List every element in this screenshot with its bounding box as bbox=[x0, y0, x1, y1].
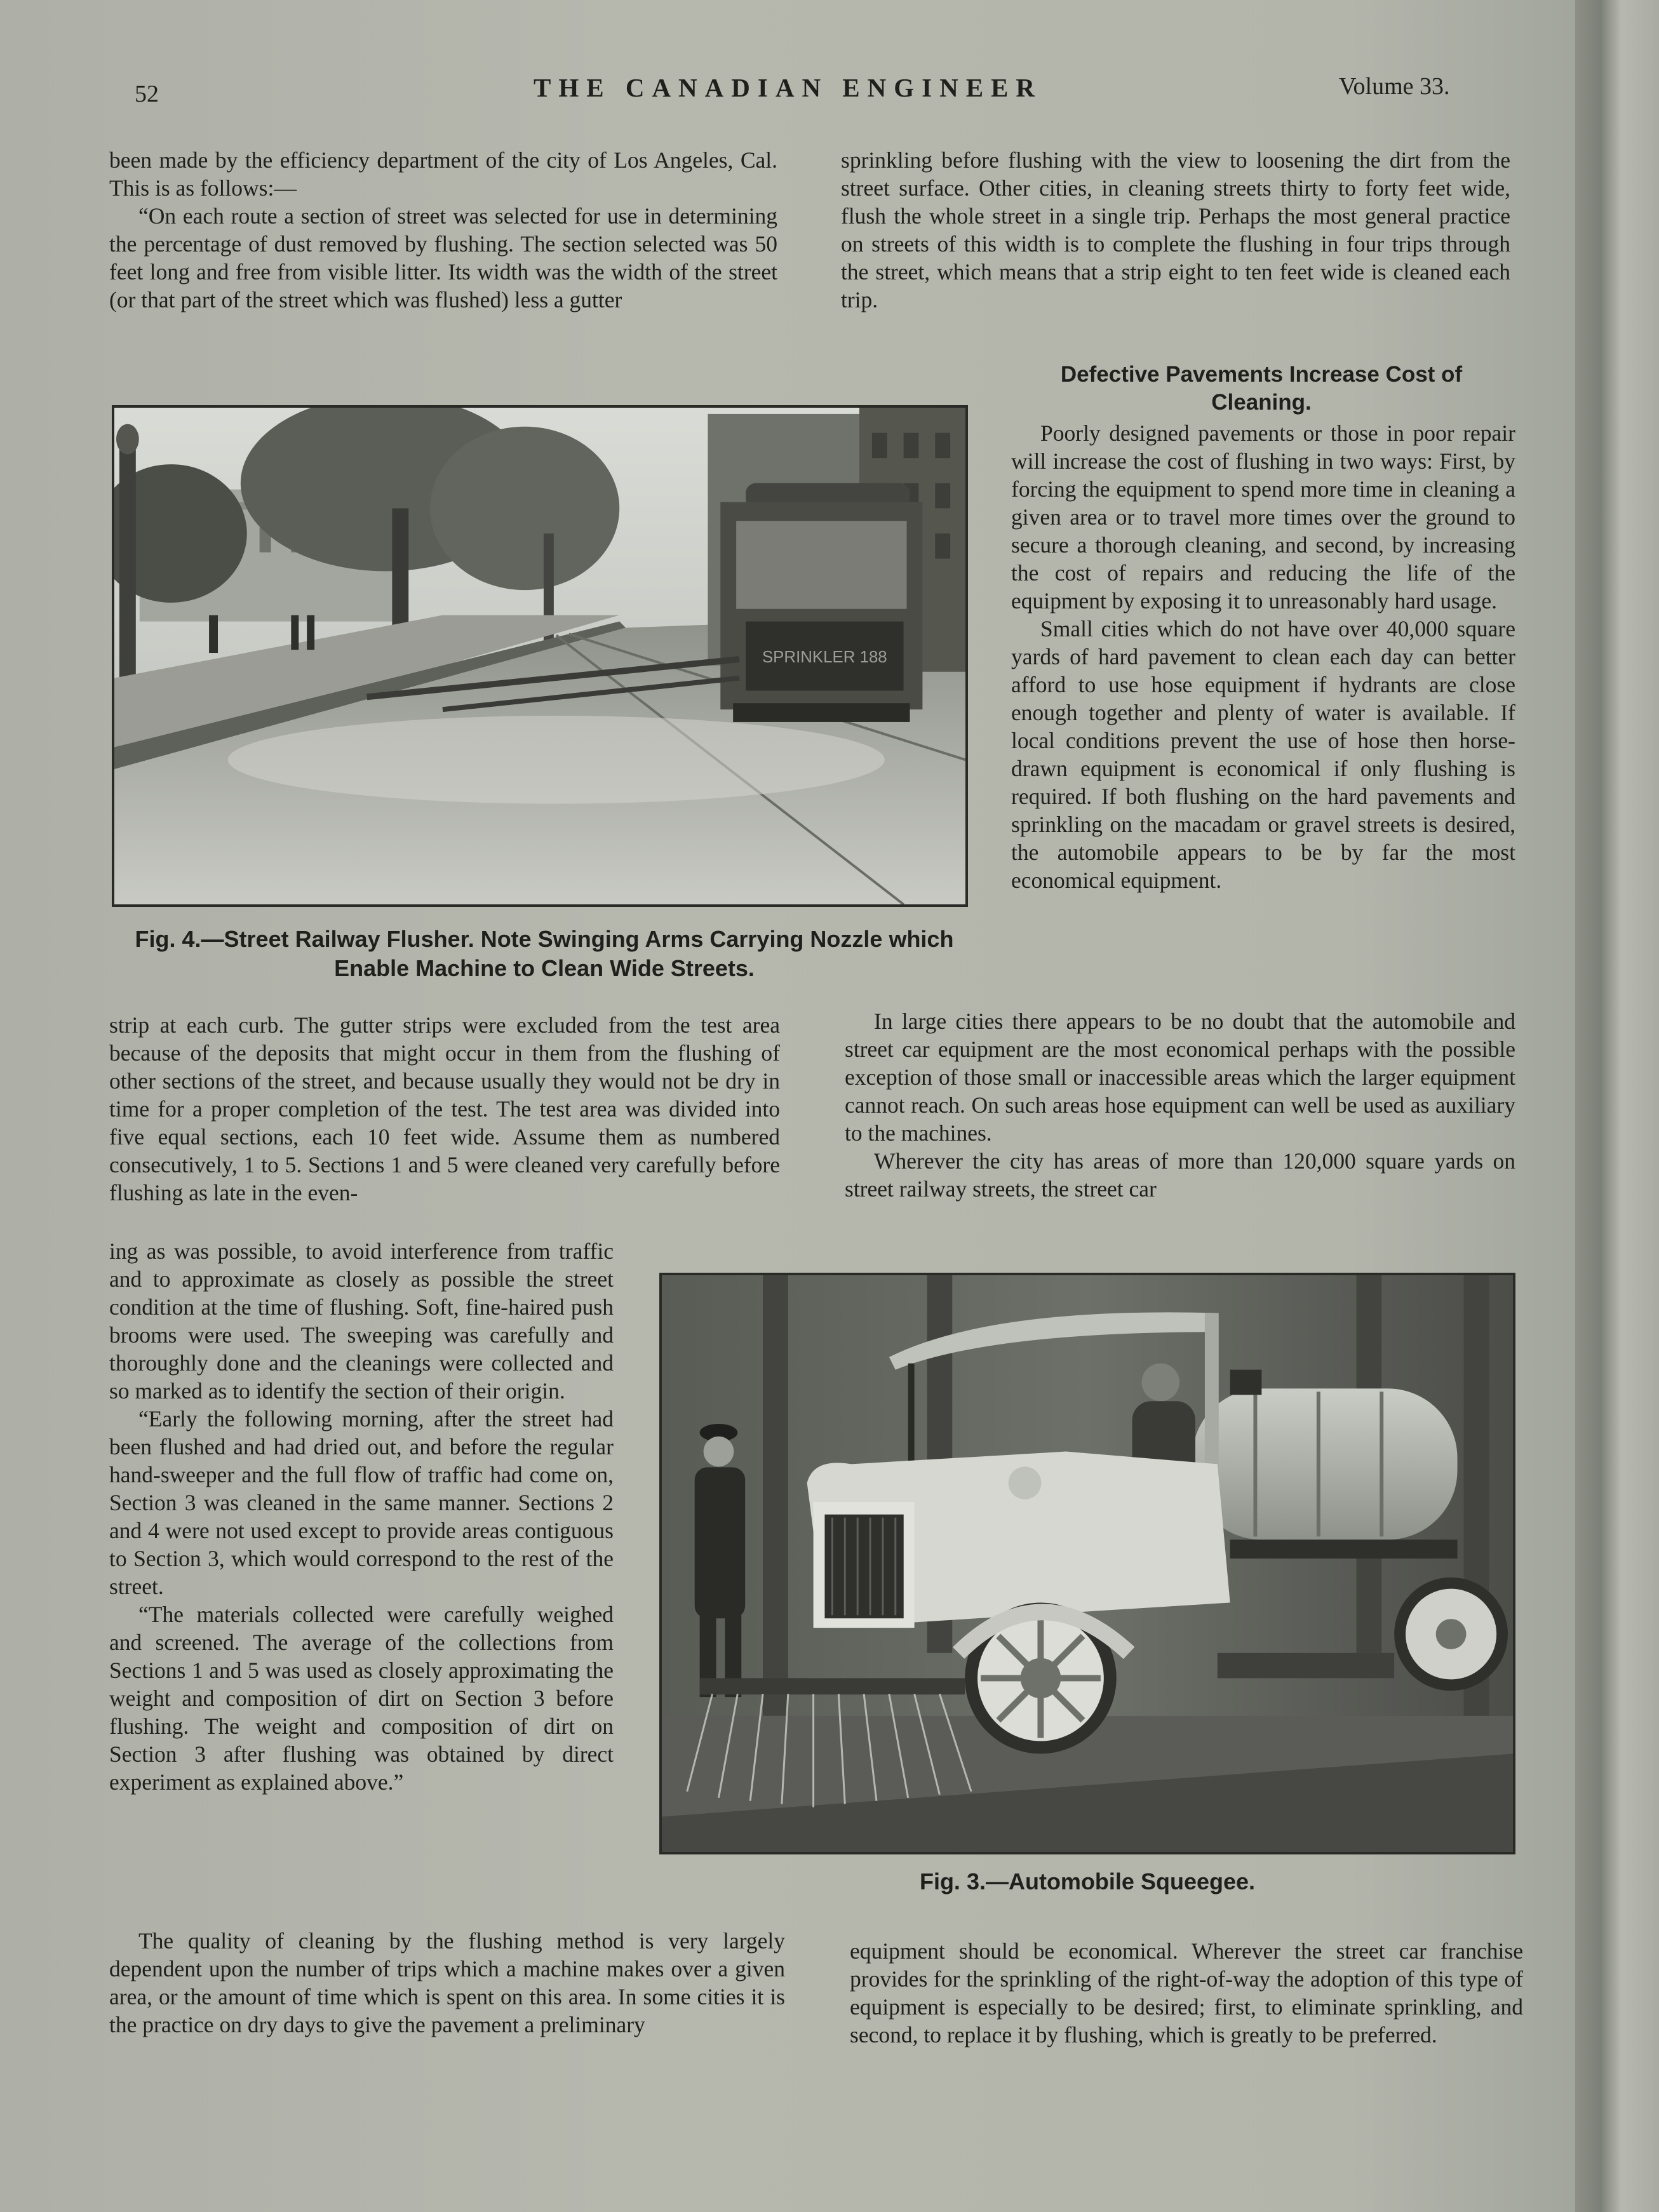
paragraph: Poorly designed pavements or those in poor repair will increase the cost of flushing in two ways: First, by forcing the equipment to spend more time in cleaning a given area or to travel more times over the ground to secure a thorough cleaning, and second, by increasing the cost of repairs and reducing the life of the equipment by exposing it to unreasonably hard usage. bbox=[1011, 420, 1515, 613]
paragraph: Wherever the city has areas of more than 120,000 square yards on street railway streets, the street car bbox=[845, 1148, 1515, 1202]
paragraph: ing as was possible, to avoid interference from traffic and to approximate as closely as possible the street condition at the time of flushing. Soft, fine-haired push brooms were used. The sweeping was carefully and thoroughly done and the cleanings were collected and so marked as to identify the section of their origin. bbox=[109, 1238, 614, 1404]
page-edge bbox=[1575, 0, 1659, 2212]
left-column-top bbox=[109, 146, 777, 314]
left-column-lower bbox=[109, 1237, 614, 1796]
paragraph: Small cities which do not have over 40,000 square yards of hard pavement to clean each day can better afford to use hose equipment if hydrants are close enough together and plenty of water is available. If local conditions prevent the use of hose then horse-drawn equipment is economical if only flushing is required. If both flushing on the hard pavements and sprinkling on the macadam or gravel streets is desired, the automobile appears to be by far the most economical equipment. bbox=[1011, 616, 1515, 893]
right-column-bottom bbox=[850, 1937, 1523, 2049]
paragraph: The quality of cleaning by the flushing method is very largely dependent upon the number of trips which a machine makes over a given area, or the amount of time which is spent on this area. In some cities it is the practice on dry days to give the pavement a preliminary bbox=[109, 1928, 785, 2037]
right-column-top bbox=[841, 146, 1510, 314]
fig4-photo bbox=[112, 405, 968, 907]
paragraph: equipment should be economical. Wherever the street car franchise provides for the sprinkling of the right-of-way the adoption of this type of equipment is especially to be desired; first, to eliminate sprinkling, and second, to replace it by flushing, which is greatly to be preferred. bbox=[850, 1938, 1523, 2048]
page-number: 52 bbox=[135, 81, 159, 107]
paragraph: sprinkling before flushing with the view to loosening the dirt from the street surface. Other cities, in cleaning streets thirty to forty feet wide, flush the whole street in a single trip. Perhaps the most general practice on streets of this width is to complete the flushing in four trips through the street, which means that a strip eight to ten feet wide is cleaned each trip. bbox=[841, 147, 1510, 312]
journal-title: THE CANADIAN ENGINEER bbox=[534, 73, 1043, 102]
right-column-middle bbox=[1011, 419, 1515, 894]
street-railway-flusher-illustration bbox=[114, 408, 965, 904]
automobile-squeegee-illustration bbox=[662, 1275, 1513, 1852]
paragraph: strip at each curb. The gutter strips were excluded from the test area because of the deposits that might occur in them from the flushing of other sections of the street, and because usually they would not be dry in time for a proper completion of the test. The test area was divided into five equal sections, each 10 feet wide. Assume them as numbered consecutively, 1 to 5. Sections 1 and 5 were cleaned very carefully before flushing as late in the even- bbox=[109, 1012, 780, 1205]
paragraph: “On each route a section of street was selected for use in determining the percentage of dust removed by flushing. The section selected was 50 feet long and free from visible litter. Its width was the width of the street (or that part of the street which was flushed) less a gutter bbox=[109, 203, 777, 312]
paragraph: “The materials collected were carefully weighed and screened. The average of the collections from Sections 1 and 5 was used as closely approximating the weight and composition of dirt on Section 3 before flushing. The weight and composition of dirt on Section 3 after flushing was obtained by direct experiment as explained above.” bbox=[109, 1602, 614, 1795]
page-header bbox=[0, 71, 1575, 109]
right-column-lower bbox=[845, 1007, 1515, 1203]
tram-sign: SPRINKLER 188 bbox=[762, 648, 887, 666]
left-column-bottom bbox=[109, 1927, 785, 2039]
left-column-middle bbox=[109, 1011, 780, 1207]
paragraph: In large cities there appears to be no doubt that the automobile and street car equipment are the most economical perhaps with the possible exception of those small or inaccessible areas which the larger equipment cannot reach. On such areas hose equipment can well be used as auxiliary to the machines. bbox=[845, 1009, 1515, 1146]
volume-label: Volume 33. bbox=[1339, 73, 1450, 100]
paragraph: “Early the following morning, after the street had been flushed and had dried out, and before the regular hand-sweeper and the full flow of traffic had come on, Section 3 was cleaned in the same manner. Sections 2 and 4 were not used except to provide areas contiguous to Section 3, which would correspond to the rest of the street. bbox=[109, 1406, 614, 1599]
section-heading: Defective Pavements Increase Cost of Cleaning. bbox=[1060, 362, 1463, 415]
fig3-photo bbox=[659, 1273, 1515, 1854]
fig3-caption: Fig. 3.—Automobile Squeegee. bbox=[919, 1868, 1256, 1894]
paragraph: been made by the efficiency department of the city of Los Angeles, Cal. This is as follows:— bbox=[109, 147, 777, 201]
fig4-caption: Fig. 4.—Street Railway Flusher. Note Swinging Arms Carrying Nozzle which Enable Machine to Clean Wide Streets. bbox=[135, 926, 954, 981]
